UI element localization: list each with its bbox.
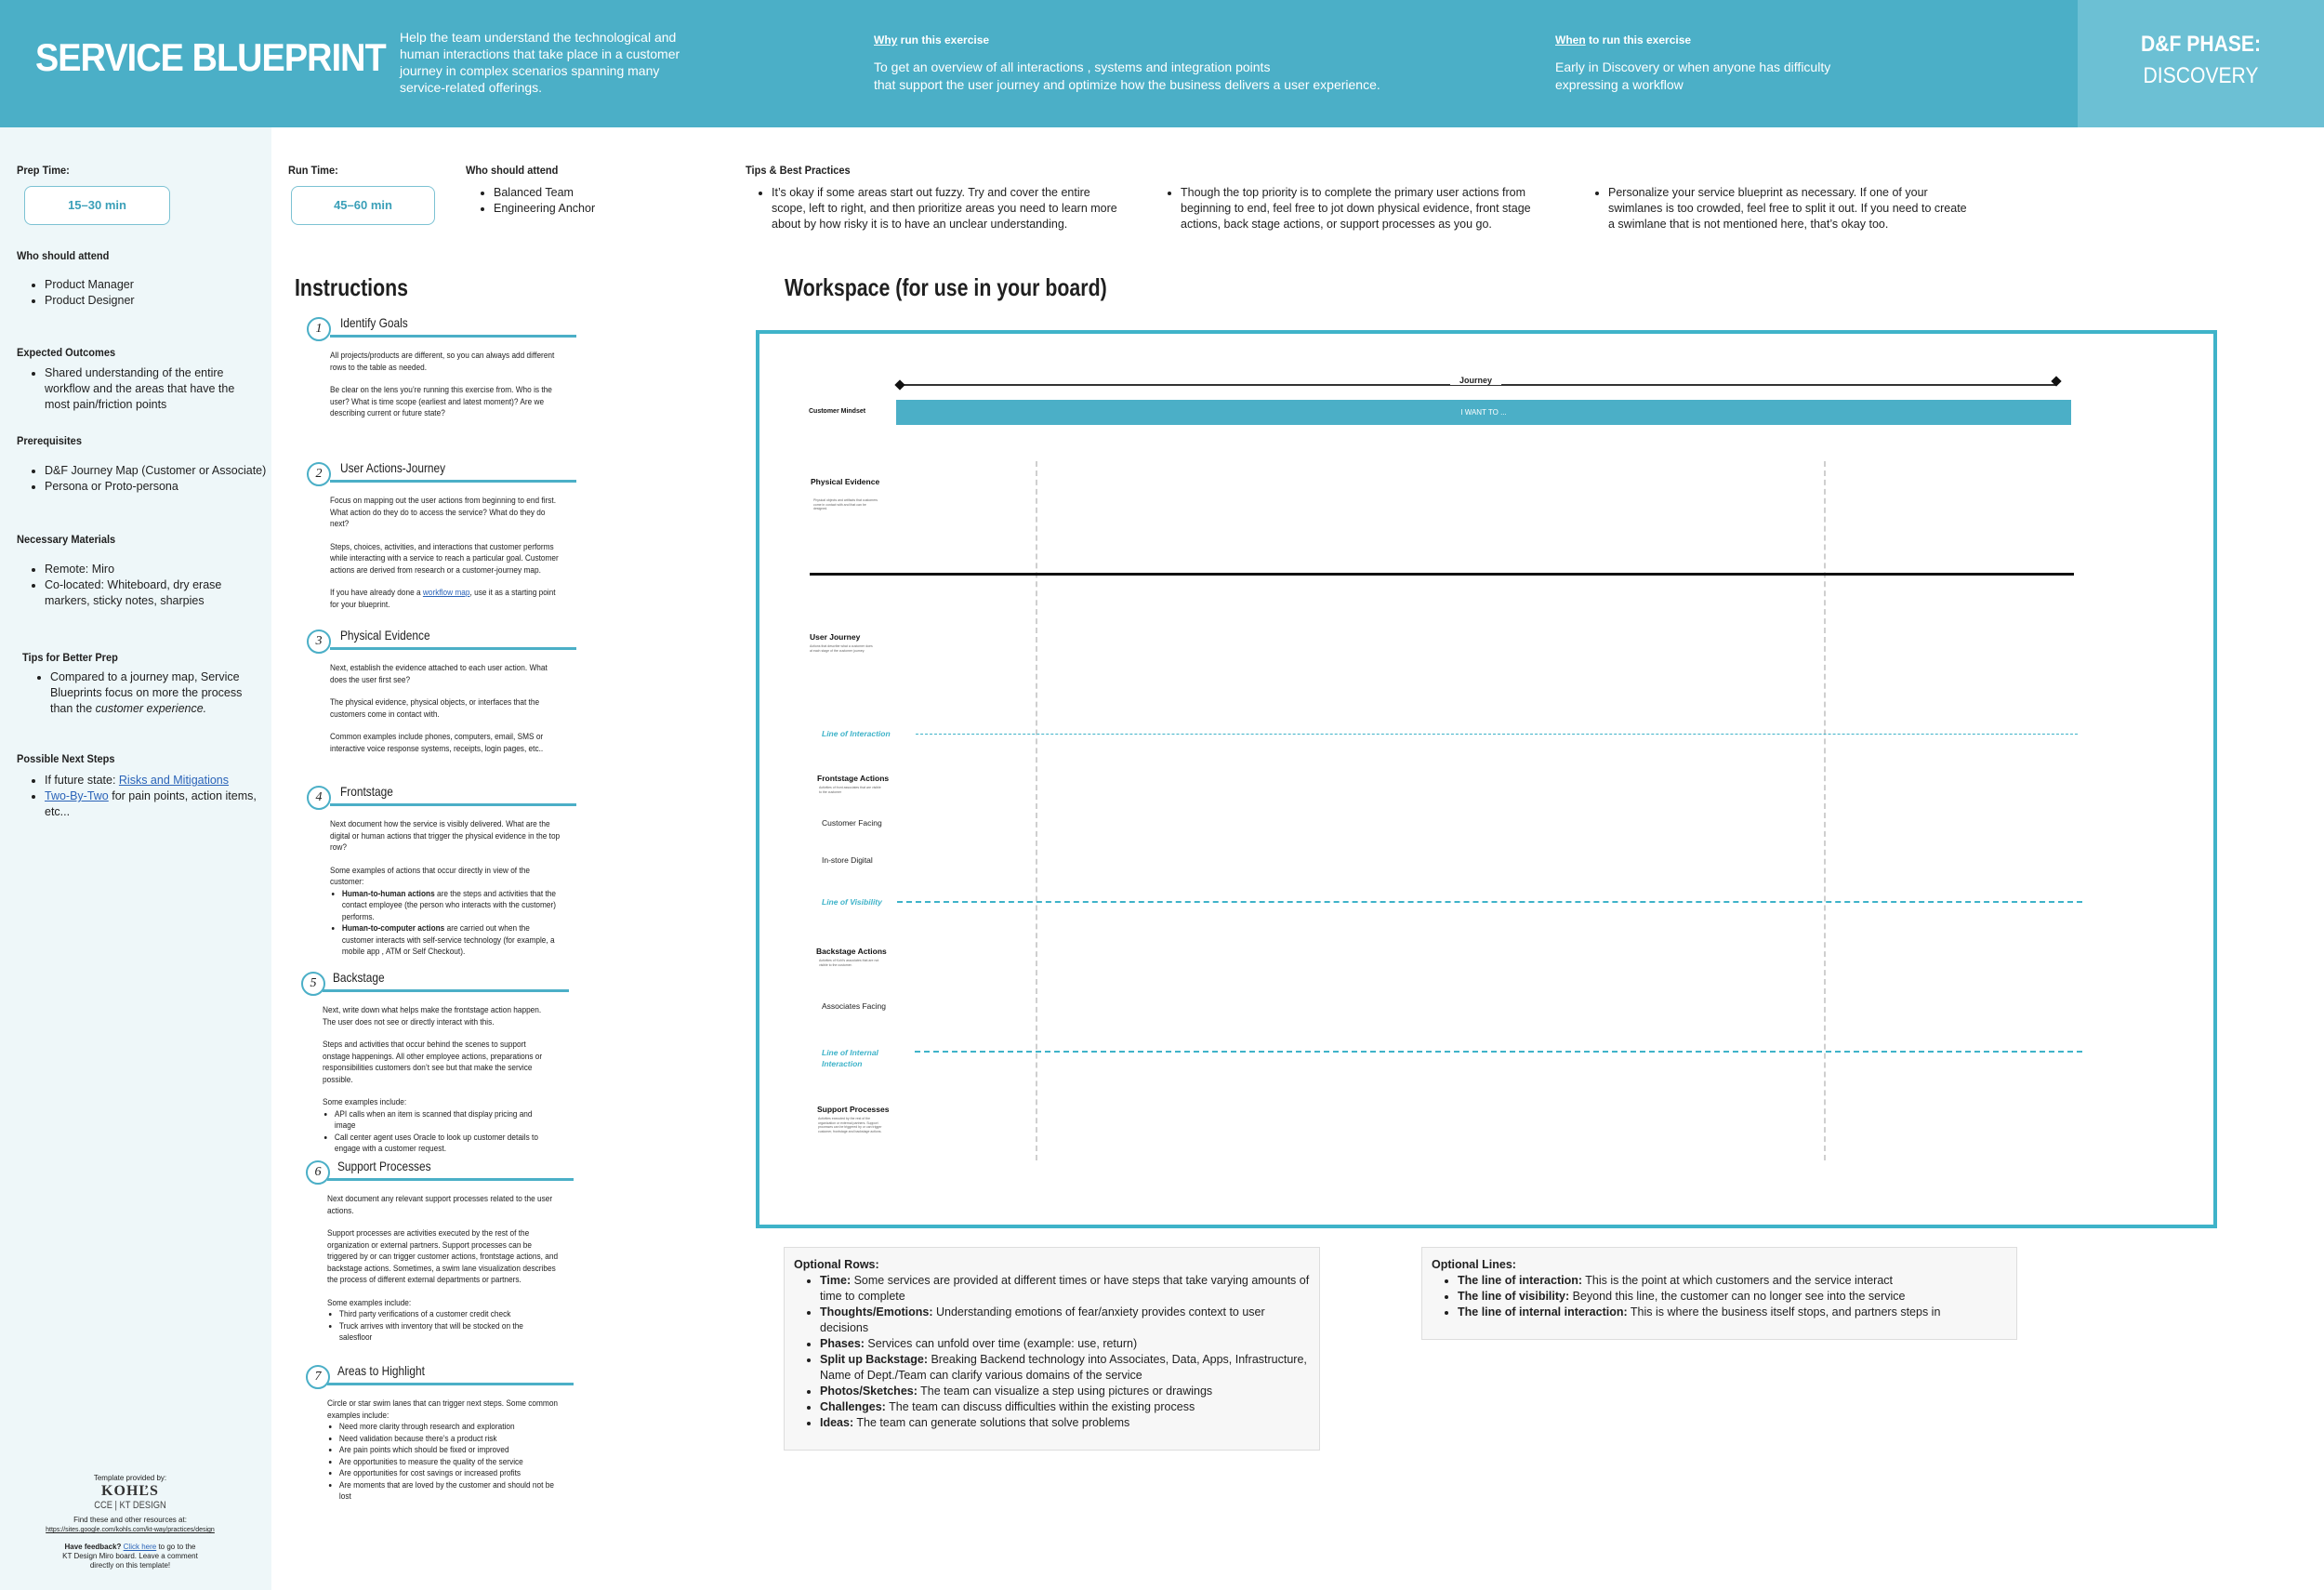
line-of-visibility-label: Line of Visibility [822, 897, 882, 907]
tip-item: • Though the top priority is to complete the primary user actions from beginning to end, feel free to jot down physical evidence, front stage actions, back stage actions, or support processes as you go. [1181, 185, 1550, 232]
workflow-map-link[interactable]: workflow map [422, 588, 470, 597]
customer-mindset-label: Customer Mindset [809, 408, 866, 415]
run-who-list [477, 185, 663, 217]
step-title: Identify Goals [340, 315, 408, 330]
step-title: Support Processes [337, 1159, 431, 1173]
when-text-1: Early in Discovery or when anyone has difficulty [1555, 60, 1831, 74]
prep-time-label: Prep Time: [17, 164, 70, 177]
tip-item: • It’s okay if some areas start out fuzzy. Try and cover the entire scope, left to right, and then prioritize areas you need to learn more about by how risky it is to have an unclear understanding. [772, 185, 1117, 232]
tips-list-3 [1591, 185, 1973, 232]
two-by-two-link[interactable]: Two-By-Two [45, 789, 109, 802]
when-text-2: expressing a workflow [1555, 77, 1684, 92]
header-intro: Help the team understand the technological and human interactions that take place in a customer journey in complex scenarios spanning many service-related offerings. [400, 30, 680, 95]
step-underline [330, 803, 576, 806]
materials-list [28, 562, 251, 609]
step-number: 3 [307, 629, 331, 654]
step-underline [327, 1383, 574, 1385]
step-number: 2 [307, 462, 331, 486]
outcomes-list [28, 365, 251, 413]
list-item: • Persona or Proto-persona [45, 479, 270, 495]
frontstage-label: Frontstage Actions [817, 774, 890, 783]
run-who-label: Who should attend [466, 164, 559, 177]
tips-list-2 [1164, 185, 1550, 232]
list-item: • Two-By-Two for pain points, action items, etc... [45, 788, 265, 820]
who-attend-label: Who should attend [17, 249, 110, 262]
optional-lines-title: Optional Lines: [1432, 1258, 1516, 1271]
optional-lines-panel [1421, 1247, 2017, 1340]
step-title: User Actions-Journey [340, 460, 446, 475]
column-divider [1824, 461, 1826, 1160]
line-of-internal-interaction [915, 1051, 2082, 1053]
frontstage-desc: Activities of front associates that are visible to the customer [819, 786, 881, 794]
step-body: All projects/products are different, so you can always add different rows to the table as needed. Be clear on the lens you’re running this exercise from. Who is the user? What is time scope (earliest and latest moment)? Are we describing current or future state? [330, 351, 555, 417]
why-label: Why run this exercise [874, 33, 990, 46]
step-number: 1 [307, 317, 331, 341]
tips-prep-label: Tips for Better Prep [22, 651, 118, 664]
step-body: Next document any relevant support processes related to the user actions. Support processes are activities executed by the rest of the organization or external partners. Support processes can be triggered by or can trigger customer actions, frontstage actions, and backstage actions. Sometimes, a swim lane visualization describes the process of different external departments or partners. Some examples include: • Third party verifications of a customer credit check • Truck arrives with inventory that will be stocked on the salesfloor [327, 1193, 558, 1344]
backstage-desc: Activities of Kohl’s associates that are not visible to the customer. [819, 959, 879, 967]
step-underline [330, 335, 576, 338]
step-underline [330, 647, 576, 650]
step-body: Focus on mapping out the user actions from beginning to end first. What action do they do to access the service? What do they do next? Steps, choices, activities, and interactions that customer performs while interacting with a service to reach a particular goal. Customer actions are derived from research or a customer-journey map. If you have already done a workflow map, use it as a starting point for your blueprint. [330, 496, 559, 609]
user-journey-label: User Journey [810, 632, 861, 642]
i-want-to-bar[interactable]: I WANT TO ... [896, 400, 2071, 425]
footer-feedback-3: directly on this template! [89, 1561, 171, 1570]
prereq-list [28, 463, 270, 495]
list-item: • Ideas: The team can generate solutions that solve problems [820, 1415, 1310, 1431]
page-title: SERVICE BLUEPRINT [35, 35, 386, 79]
tips-list-1 [755, 185, 1117, 232]
phase-label: D&F PHASE: [2140, 32, 2262, 57]
list-item: • Product Designer [45, 293, 260, 309]
column-divider [1036, 461, 1037, 1160]
prep-time-value: 15–30 min [24, 186, 170, 225]
step-title: Backstage [333, 970, 385, 985]
list-item: • Remote: Miro [45, 562, 251, 577]
list-item: • Product Manager [45, 277, 260, 293]
list-item: • D&F Journey Map (Customer or Associate) [45, 463, 270, 479]
why-text-2: that support the user journey and optimize how the business delivers a user experience. [874, 77, 1380, 92]
list-item: • Split up Backstage: Breaking Backend technology into Associates, Data, Apps, Infrastructure, Name of Dept./Team can clarify various domains of the service [820, 1352, 1310, 1384]
risks-mitigations-link[interactable]: Risks and Mitigations [118, 774, 230, 787]
workspace-board[interactable] [756, 330, 2217, 1228]
list-item: • If future state: Risks and Mitigations [45, 773, 265, 788]
step-title: Areas to Highlight [337, 1363, 425, 1378]
footer-find: Find these and other resources at: [73, 1516, 187, 1524]
step-underline [323, 989, 569, 992]
list-item: • Compared to a journey map, Service Blueprints focus on more the process than the customer experience. [50, 669, 257, 717]
phase-value: DISCOVERY [2143, 63, 2259, 88]
tip-item: • Personalize your service blueprint as necessary. If one of your swimlanes is too crowded, feel free to split it out. If you need to create a swimlane that is not mentioned here, that’s okay too. [1608, 185, 1973, 232]
why-text-1: To get an overview of all interactions , systems and integration points [874, 60, 1271, 74]
resources-link[interactable]: https://sites.google.com/kohls.com/kt-way/practices/design [46, 1527, 215, 1533]
run-time-label: Run Time: [288, 164, 338, 177]
list-item: • Photos/Sketches: The team can visualize a step using pictures or drawings [820, 1384, 1310, 1399]
list-item: • Balanced Team [494, 185, 663, 201]
list-item: • Time: Some services are provided at different times or have steps that take varying amounts of time to complete [820, 1273, 1310, 1305]
associates-facing-label: Associates Facing [822, 1001, 886, 1011]
journey-label: Journey [1450, 376, 1501, 385]
physical-evidence-label: Physical Evidence [811, 477, 880, 486]
line-internal-label-1: Line of Internal [822, 1048, 878, 1057]
footer-feedback-2: KT Design Miro board. Leave a comment [62, 1552, 198, 1560]
support-processes-label: Support Processes [817, 1105, 890, 1114]
list-item: • The line of interaction: This is the point at which customers and the service interact [1458, 1273, 2007, 1289]
step-body: Circle or star swim lanes that can trigger next steps. Some common examples include: • Need more clarity through research and exploration • Need validation because there’s a product risk • Are pain points which should be fixed or improved • Are opportunities to measure the quality of the service • Are opportunities for cost savings or increased profits • Are moments that are loved by the customer and should not be lost [327, 1398, 558, 1503]
next-steps-list [28, 773, 265, 820]
list-item: • The line of visibility: Beyond this line, the customer can no longer see into the service [1458, 1289, 2007, 1305]
list-item: • Thoughts/Emotions: Understanding emotions of fear/anxiety provides context to user decisions [820, 1305, 1310, 1336]
materials-label: Necessary Materials [17, 533, 116, 546]
step-number: 7 [306, 1365, 330, 1389]
step-body: Next, write down what helps make the frontstage action happen. The user does not see or directly interact with this. Steps and activities that occur behind the scenes to support onstage happenings. All other employee actions, preparations or responsibilities customers don’t see but that make the service possible. Some examples include: • API calls when an item is scanned that display pricing and image • Call center agent uses Oracle to look up customer details to engage with a customer request. [323, 1004, 553, 1155]
list-item: • Co-located: Whiteboard, dry erase markers, sticky notes, sharpies [45, 577, 251, 609]
optional-rows-title: Optional Rows: [794, 1258, 879, 1271]
list-item: • The line of internal interaction: This is where the business itself stops, and partners steps in [1458, 1305, 2007, 1320]
step-title: Frontstage [340, 784, 393, 799]
tips-label: Tips & Best Practices [746, 164, 851, 177]
next-steps-label: Possible Next Steps [17, 752, 115, 765]
who-attend-list [28, 277, 260, 309]
click-here-link[interactable]: Click here [123, 1543, 157, 1551]
step-number: 5 [301, 972, 325, 996]
workspace-title: Workspace (for use in your board) [785, 273, 1107, 301]
run-time-value: 45–60 min [291, 186, 435, 225]
list-item: • Challenges: The team can discuss difficulties within the existing process [820, 1399, 1310, 1415]
when-label: When to run this exercise [1555, 33, 1692, 46]
tips-prep-list [33, 669, 257, 717]
line-of-interaction-label: Line of Interaction [822, 729, 891, 738]
evidence-divider [810, 573, 2074, 576]
user-journey-desc: Actions that describe what a customer does at each stage of the customer journey. [810, 644, 873, 653]
list-item: • Engineering Anchor [494, 201, 663, 217]
line-internal-label-2: Interaction [822, 1059, 863, 1068]
step-number: 6 [306, 1160, 330, 1185]
kohls-logo: KOHĽS [101, 1483, 159, 1499]
list-item: • Phases: Services can unfold over time (example: use, return) [820, 1336, 1310, 1352]
step-body: Next, establish the evidence attached to each user action. What does the user first see? The physical evidence, physical objects, or interfaces that the customers come in contact with. Common examples include phones, computers, email, SMS or interactive voice response systems, receipts, login pages, etc.. [330, 663, 548, 753]
footer-provided: Template provided by: [93, 1474, 167, 1482]
step-underline [327, 1178, 574, 1181]
outcomes-label: Expected Outcomes [17, 346, 116, 359]
support-processes-desc: Activities executed by the rest of the organization or external partners. Support processes can be triggered by or can trigger customer, frontstage and backstage actions. [818, 1117, 882, 1133]
footer-feedback: Have feedback? Click here to go to the [64, 1543, 196, 1551]
instructions-title: Instructions [295, 273, 409, 301]
prereq-label: Prerequisites [17, 434, 82, 447]
physical-evidence-desc: Physical objects and artifacts that customers come in contact with and that can be designed. [813, 498, 878, 510]
line-of-visibility [897, 901, 2082, 903]
footer-team: CCE | KT DESIGN [94, 1500, 166, 1511]
list-item: • Shared understanding of the entire workflow and the areas that have the most pain/friction points [45, 365, 251, 413]
step-title: Physical Evidence [340, 628, 430, 643]
step-body: Next document how the service is visibly delivered. What are the digital or human actions that trigger the physical evidence in the top row? Some examples of actions that occur directly in view of the customer: • Human-to-human actions are the steps and activities that the contact employee (the person who interacts with the customer) performs. • Human-to-computer actions are carried out when the customer interacts with self-service technology (for example, a mobile app , ATM or Self Checkout). [330, 818, 561, 958]
optional-rows-panel [784, 1247, 1320, 1451]
line-of-interaction [916, 734, 2078, 735]
backstage-label: Backstage Actions [816, 947, 887, 956]
step-number: 4 [307, 786, 331, 810]
instore-digital-label: In-store Digital [822, 855, 873, 865]
customer-facing-label: Customer Facing [822, 818, 882, 828]
step-underline [330, 480, 576, 483]
